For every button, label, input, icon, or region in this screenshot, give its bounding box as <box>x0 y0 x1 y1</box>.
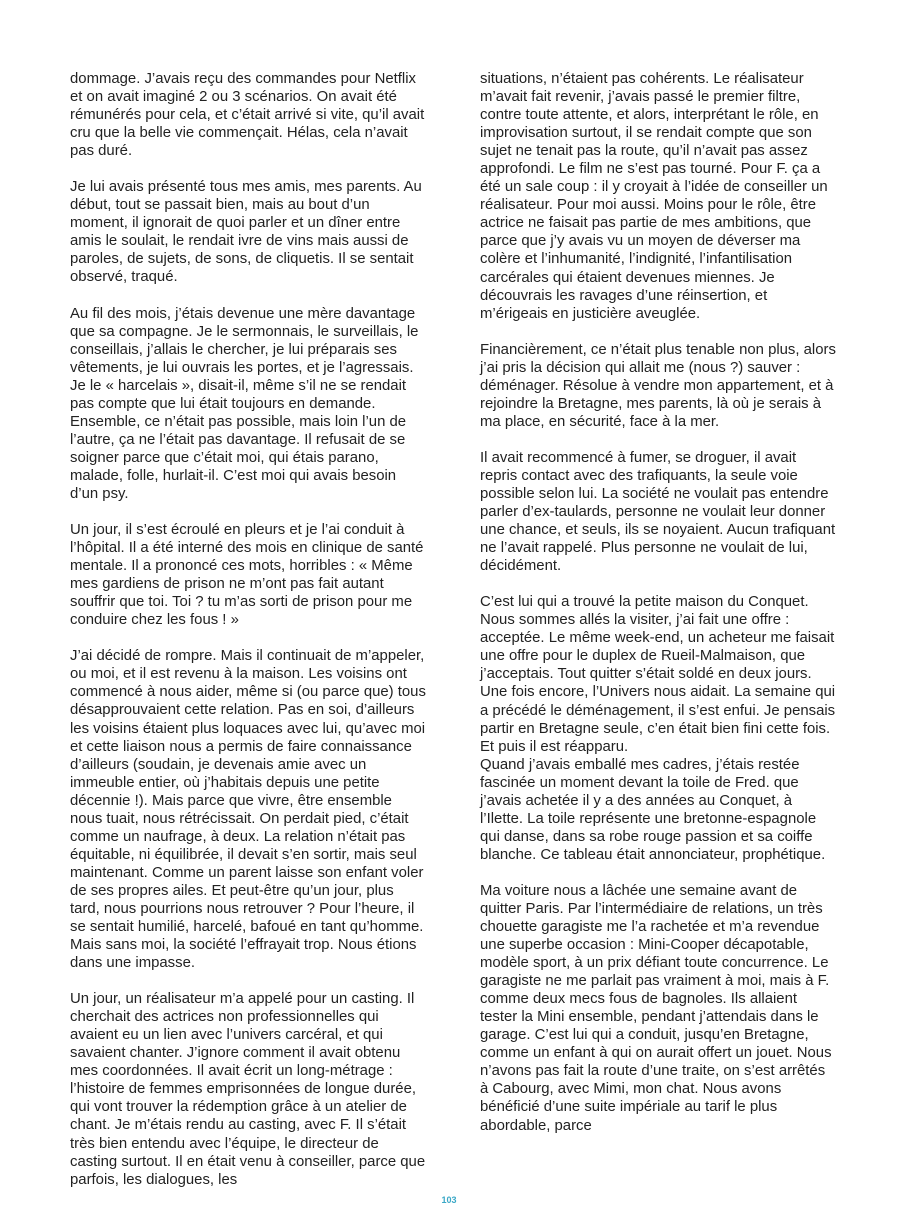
paragraph: Ma voiture nous a lâchée une semaine avant de quitter Paris. Par l’intermédiaire de relations, un très chouette garagiste me l’a rachetée et m’a revendue une superbe occasion : Mini-Cooper décapotable, modèle sport, à un prix défiant toute concurrence. Le garagiste ne me parlait pas vraiment à moi, mais à F. comme deux mecs fous de bagnoles. Ils allaient tester la Mini ensemble, pendant j’attendais dans le garage. C’est lui qui a conduit, jusqu’en Bretagne, comme un enfant à qui on aurait offert un jouet. Nous n’avons pas fait la route d’une traite, on s’est arrêtés à Cabourg, avec Mimi, mon chat. Nous avons bénéficié d’une suite impériale au tarif le plus abordable, parce <box>480 882 832 1134</box>
right-column <box>480 70 836 1153</box>
page-number: 103 <box>441 1195 457 1205</box>
paragraph: J’ai décidé de rompre. Mais il continuait de m’appeler, ou moi, et il est revenu à la maison. Les voisins ont commencé à nous aider, même si (ou parce que) tous désapprouvaient cette relation. Pas en soi, d’ailleurs les voisins étaient plus loquaces avec lui, qu’avec moi et cette liaison nous a permis de faire connaissance d’ailleurs (soudain, je devenais amie avec un immeuble entier, où j’habitais depuis une petite décennie !). Mais parce que vivre, être ensemble nous tuait, nous rétrécissait. On perdait pied, c’était comme un naufrage, à deux. La relation n’était pas équitable, ni équilibrée, il devait s’en sortir, mais seul maintenant. Comme un parent laisse son enfant voler de ses propres ailes. Et peut-être qu’un jour, plus tard, nous pourrions nous retrouver ? Pour l’heure, il se sentait humilié, harcelé, bafoué en tant qu’homme. Mais sans moi, la société l’effrayait trop. Nous étions dans une impasse. <box>70 648 426 972</box>
paragraph: Quand j’avais emballé mes cadres, j’étais restée fascinée un moment devant la toile de Fred. que j’avais achetée il y a des années au Conquet, à l’Ilette. La toile représente une bretonne-espagnole qui danse, dans sa robe rouge passion et sa coiffe blanche. Ce tableau était annonciateur, prophétique. <box>480 756 826 863</box>
paragraph: Financièrement, ce n’était plus tenable non plus, alors j’ai pris la décision qui allait me (nous ?) sauver : déménager. Résolue à vendre mon appartement, et à rejoindre la Bretagne, mes parents, là où je serais à ma place, en sécurité, face à la mer. <box>480 341 836 430</box>
paragraph: dommage. J’avais reçu des commandes pour Netflix et on avait imaginé 2 ou 3 scénarios. On avait été rémunérés pour cela, et c’était arrivé si vite, qu’il avait cru que la belle vie commençait. Hélas, cela n’avait pas duré. <box>70 71 425 160</box>
paragraph: Au fil des mois, j’étais devenue une mère davantage que sa compagne. Je le sermonnais, le surveillais, le conseillais, j’allais le chercher, je lui préparais ses vêtements, je lui ouvrais les portes, et je l’agressais. Je le « harcelais », disait-il, même s’il ne se rendait pas compte que lui était toujours en demande. Ensemble, ce n’était pas possible, mais loin l’un de l’autre, ça ne l’était pas davantage. Il refusait de se soigner parce que c’était moi, qui étais parano, malade, folle, hurlait-il. C’est moi qui avais besoin d’un psy. <box>70 305 419 502</box>
left-column <box>70 70 426 1207</box>
paragraph: Il avait recommencé à fumer, se droguer, il avait repris contact avec des trafiquants, la seule voie possible selon lui. La société ne voulait pas entendre parler d’ex-taulards, personne ne voulait leur donner une chance, et seuls, ils se noyaient. Aucun trafiquant ne l’avait rappelé. Plus personne ne voulait de lui, décidément. <box>480 449 836 575</box>
paragraph: Un jour, il s’est écroulé en pleurs et je l’ai conduit à l’hôpital. Il a été interné des mois en clinique de santé mentale. Il a prononcé ces mots, horribles : « Même mes gardiens de prison ne m’ont pas fait autant souffrir que toi. Toi ? tu m’as sorti de prison pour me conduire chez les fous ! » <box>70 522 424 629</box>
paragraph: situations, n’étaient pas cohérents. Le réalisateur m’avait fait revenir, j’avais passé le premier filtre, contre toute attente, et alors, interprétant le rôle, en improvisation surtout, il se rendait compte que son sujet ne tenait pas la route, qu’il n’avait pas assez approfondi. Le film ne s’est pas tourné. Pour F. ça a été un sale coup : il y croyait à l’idée de conseiller un réalisateur. Pour moi aussi. Moins pour le rôle, être actrice ne faisait pas partie de mes ambitions, que parce que j’y avais vu un moyen de déverser ma colère et l’inhumanité, l’indignité, l’infantilisation carcérales qui étaient devenues miennes. Je découvrais les ravages d’une réinsertion, et m’érigeais en justicière aveuglée. <box>480 71 828 322</box>
paragraph: Un jour, un réalisateur m’a appelé pour un casting. Il cherchait des actrices non professionnelles qui avaient eu un lien avec l’univers carcéral, et qui savaient chanter. J’ignore comment il avait obtenu mes coordonnées. Il avait écrit un long-métrage : l’histoire de femmes emprisonnées de longue durée, qui vont trouver la rédemption grâce à un atelier de chant. Je m’étais rendu au casting, avec F. Il s’était très bien entendu avec l’équipe, le directeur de casting surtout. Il en était venu à conseiller, parce que parfois, les dialogues, les <box>70 991 426 1188</box>
paragraph: Je lui avais présenté tous mes amis, mes parents. Au début, tout se passait bien, mais au bout d’un moment, il ignorait de quoi parler et un dîner entre amis le soulait, le rendait ivre de vins mais aussi de paroles, de sujets, de sons, de cliquetis. Il se sentait observé, traqué. <box>70 179 422 286</box>
paragraph: C’est lui qui a trouvé la petite maison du Conquet. Nous sommes allés la visiter, j’ai fait une offre : acceptée. Le même week-end, un acheteur me faisait une offre pour le duplex de Rueil-Malmaison, que j’acceptais. Tout quitter s’était soldé en deux jours. Une fois encore, l’Univers nous aidait. La semaine qui a précédé le déménagement, il s’est enfui. Je pensais partir en Bretagne seule, c’en était bien fini cette fois. Et puis il est réapparu. <box>480 594 836 755</box>
